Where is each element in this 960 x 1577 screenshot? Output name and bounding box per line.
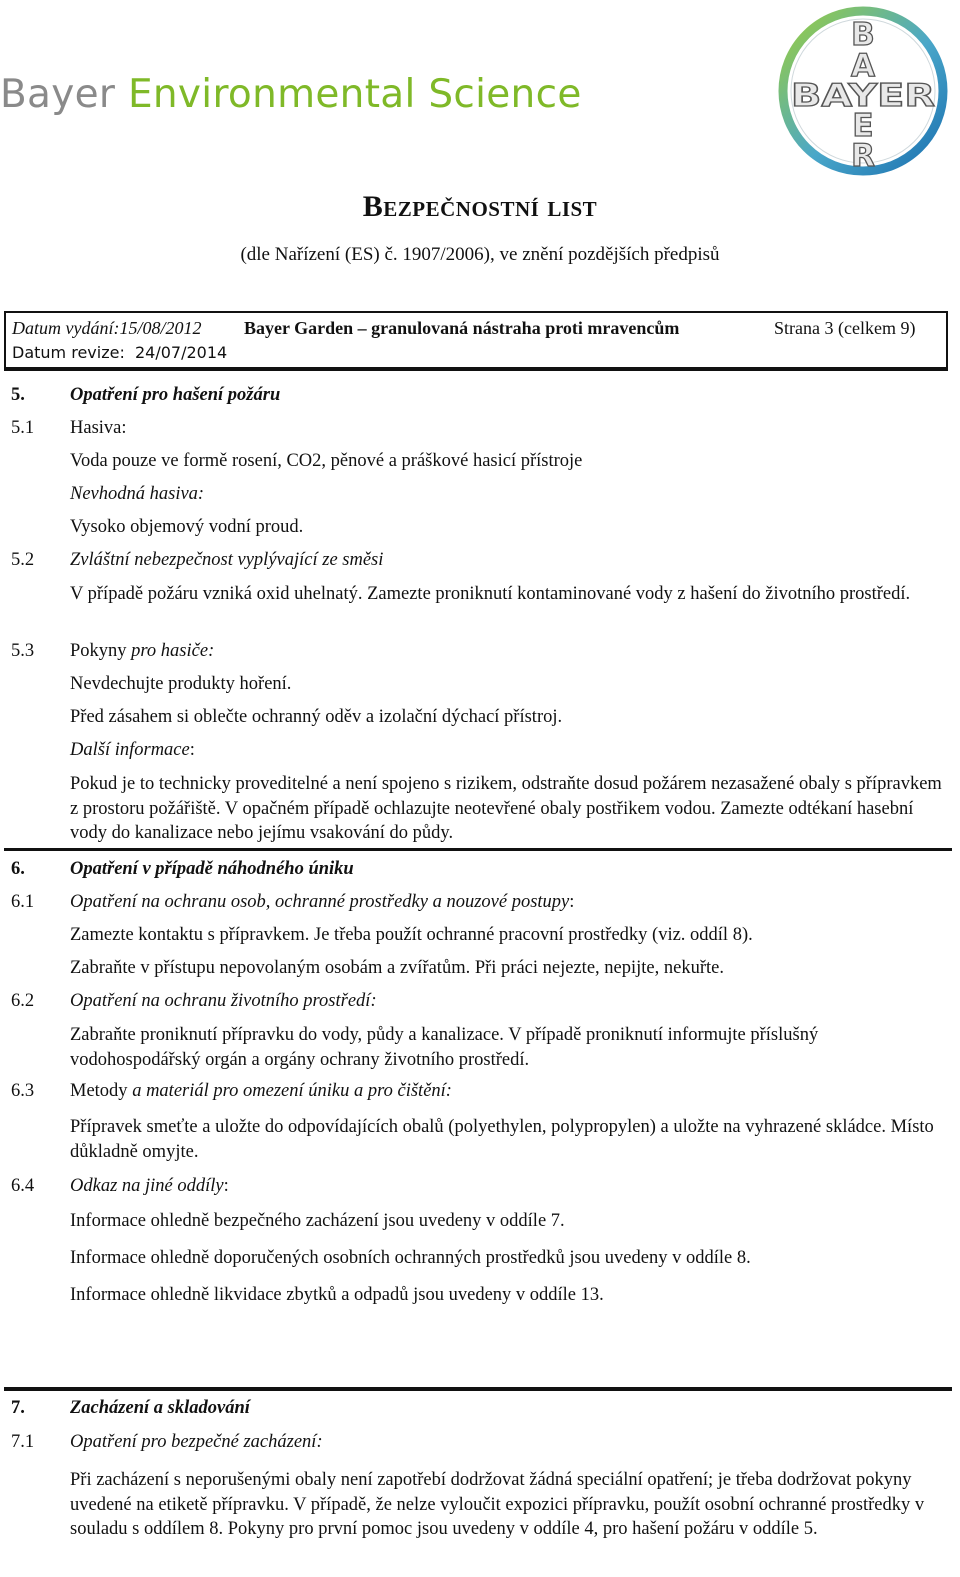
section-divider [4, 848, 952, 851]
section-5-3-text-1: Nevdechujte produkty hoření. [70, 674, 292, 694]
section-6-4-text-3: Informace ohledně likvidace zbytků a odpadů jsou uvedeny v oddíle 13. [70, 1285, 604, 1305]
section-5-3-text-3: Pokud je to technicky proveditelné a není spojeno s rizikem, odstraňte dosud požárem nezasažené obaly s přípravkem z prostoru požářiště. V opačném případě ochlazujte neotevřené obaly postřikem vodou. Zamezte odtékaní hasební vody do kanalizace nebo jejímu vsakování do půdy. [70, 774, 942, 843]
section-6-4-title [70, 1176, 229, 1197]
section-6-3-title-a: Metody [70, 1081, 128, 1101]
section-5-3-number: 5.3 [11, 641, 35, 661]
document-subtitle: (dle Nařízení (ES) č. 1907/2006), ve znění pozdějších předpisů [240, 244, 720, 265]
section-5-1-subheading: Nevhodná hasiva: [70, 484, 205, 504]
document-title: Bezpečnostní list [362, 190, 598, 223]
logo-word-bayer: BAYER [791, 78, 936, 114]
issue-date-field [12, 318, 202, 339]
section-6-4-text-1: Informace ohledně bezpečného zacházení jsou uvedeny v oddíle 7. [70, 1211, 565, 1231]
logo-letter-b: B [851, 17, 875, 53]
section-7-title [70, 1398, 250, 1419]
section-5-1-title: Hasiva: [70, 418, 127, 438]
section-6-1-text-1: Zamezte kontaktu s přípravkem. Je třeba použít ochranné pracovní prostředky (viz. oddíl 8). [70, 925, 753, 945]
section-5-2-number: 5.2 [11, 550, 35, 570]
section-6-1-title [70, 892, 574, 913]
section-5-title-text: Opatření pro hašení požáru [70, 385, 281, 405]
revision-label: Datum revize: [12, 343, 125, 362]
section-6-1-title-text: Opatření na ochranu osob, ochranné prostředky a nouzové postupy [70, 892, 570, 912]
section-6-1-title-colon: : [569, 892, 575, 912]
section-5-3-title-a: Pokyny [70, 641, 127, 661]
section-6-2-text: Zabraňte proniknutí přípravku do vody, půdy a kanalizace. V případě proniknutí informujte příslušný vodohospodářský orgán a orgány ochrany životního prostředí. [70, 1025, 819, 1070]
logo-letter-r: R [851, 138, 875, 174]
section-5-1-text-2: Vysoko objemový vodní proud. [70, 517, 304, 537]
bayer-cross-logo [776, 4, 950, 178]
section-6-number: 6. [11, 859, 25, 879]
section-7-1-title: Opatření pro bezpečné zacházení: [70, 1432, 323, 1452]
section-7-number: 7. [11, 1398, 25, 1418]
section-5-3-title-b: pro hasiče: [126, 641, 215, 661]
issue-label: Datum vydání: [12, 318, 120, 338]
section-6-3-number: 6.3 [11, 1081, 35, 1101]
revision-date-field [12, 343, 227, 362]
page-number: Strana 3 (celkem 9) [774, 318, 916, 338]
section-6-1-number: 6.1 [11, 892, 35, 912]
issue-date: 15/08/2012 [119, 318, 202, 338]
section-6-title-text: Opatření v případě náhodného úniku [70, 859, 354, 879]
brand-part1: Bayer [0, 72, 116, 117]
section-5-title [70, 385, 280, 406]
brand-part2: Environmental Science [127, 72, 582, 117]
section-6-3-text: Přípravek smeťte a uložte do odpovídajících obalů (polyethylen, polypropylen) a uložte na vyhrazené skládce. Místo důkladně omyjte. [70, 1117, 934, 1162]
section-5-3-title [70, 641, 214, 662]
section-7-1-text: Při zacházení s neporušenými obaly není zapotřebí dodržovat žádná speciální opatření; je třeba dodržovat pokyny uvedené na etiketě přípravku. V případě, že nelze vyloučit expozici přípravku, použít osobní ochranné prostředky v souladu s oddílem 8. Pokyny pro první pomoc jsou uvedeny v oddíle 4, pro hašení požáru v oddíle 5. [70, 1470, 925, 1539]
section-6-title [70, 859, 354, 880]
brand-logotype [0, 72, 582, 117]
section-6-4-title-text: Odkaz na jiné oddíly [70, 1176, 224, 1196]
section-5-1-text: Voda pouze ve formě rosení, CO2, pěnové a práškové hasicí přístroje [70, 451, 583, 471]
section-5-3-subheading-colon: : [189, 740, 195, 760]
section-divider-2 [4, 1387, 952, 1391]
revision-date: 24/07/2014 [135, 343, 228, 362]
section-5-1-number: 5.1 [11, 418, 35, 438]
section-6-4-title-colon: : [223, 1176, 229, 1196]
section-7-title-text: Zacházení a skladování [70, 1398, 250, 1418]
product-name: Bayer Garden – granulovaná nástraha proti mravencům [244, 318, 680, 338]
document-header-box [4, 311, 948, 371]
section-5-3-subheading [70, 740, 195, 761]
logo-letter-e: E [852, 108, 874, 144]
section-6-2-number: 6.2 [11, 991, 35, 1011]
section-5-3-subheading-text: Další informace [70, 740, 190, 760]
section-5-number: 5. [11, 385, 25, 405]
section-6-2-title: Opatření na ochranu životního prostředí: [70, 991, 377, 1011]
section-7-1-number: 7.1 [11, 1432, 35, 1452]
section-5-2-text: V případě požáru vzniká oxid uhelnatý. Zamezte proniknutí kontaminované vody z hašení do životního prostředí. [70, 584, 911, 604]
section-6-4-text-2: Informace ohledně doporučených osobních ochranných prostředků jsou uvedeny v oddíle 8. [70, 1248, 751, 1268]
section-6-1-text-2: Zabraňte v přístupu nepovolaným osobám a zvířatům. Při práci nejezte, nepijte, nekuřte. [70, 958, 724, 978]
logo-letter-a: A [851, 48, 875, 84]
section-6-3-title-b: a materiál pro omezení úniku a pro čištění: [127, 1081, 452, 1101]
section-6-4-number: 6.4 [11, 1176, 35, 1196]
section-5-3-text-2: Před zásahem si oblečte ochranný oděv a izolační dýchací přístroj. [70, 707, 563, 727]
section-5-2-title: Zvláštní nebezpečnost vyplývající ze směsi [70, 550, 384, 570]
section-6-3-title [70, 1081, 452, 1102]
